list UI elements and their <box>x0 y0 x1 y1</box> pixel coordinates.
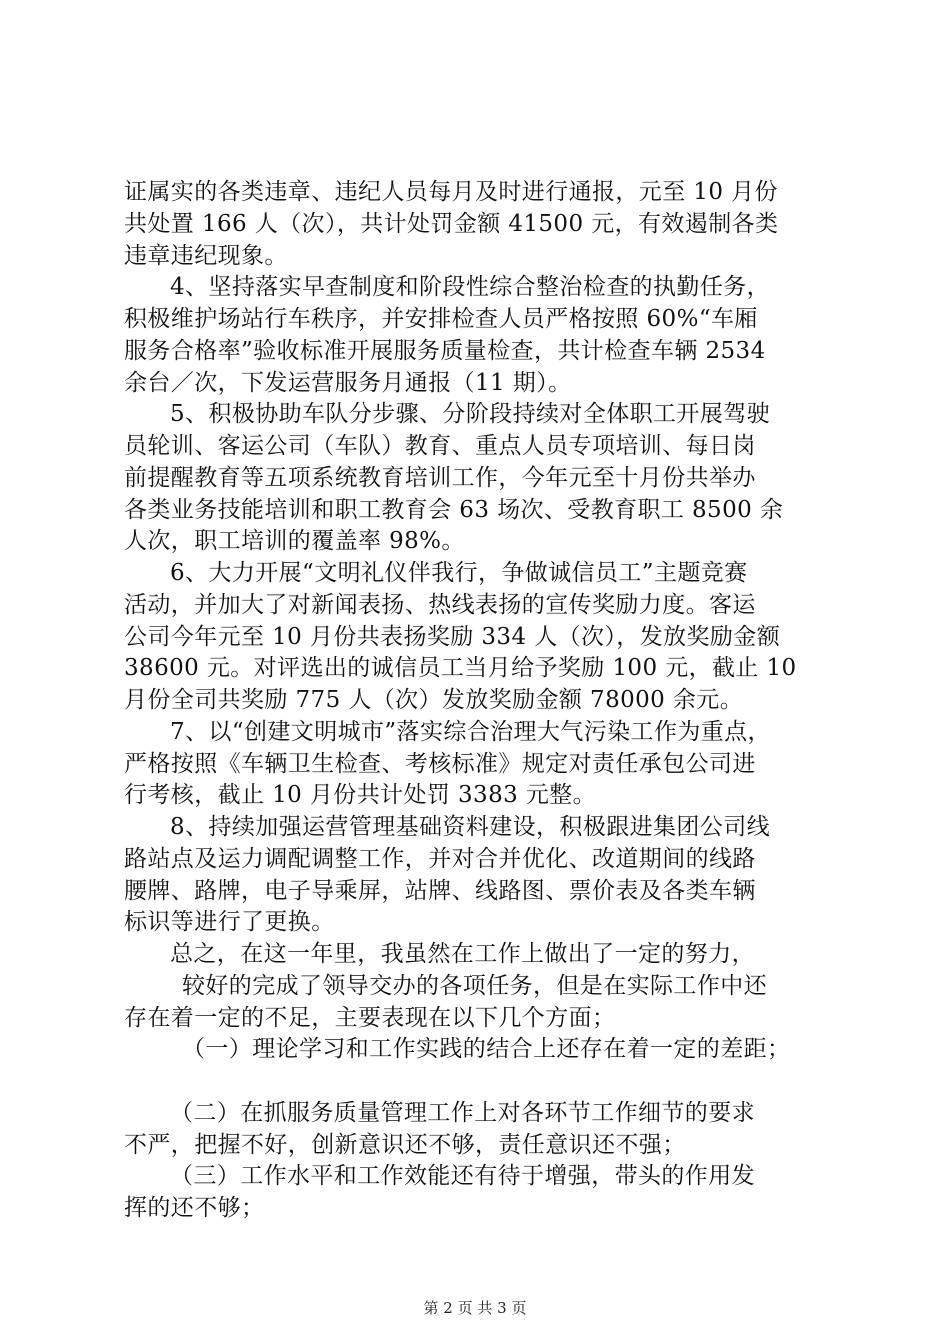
text-line: 7、以“创建文明城市”落实综合治理大气污染工作为重点， <box>170 719 771 745</box>
text-line: 月份全司共奖励 775 人（次）发放奖励金额 78000 余元。 <box>124 687 744 713</box>
text-line: 服务合格率”验收标准开展服务质量检查，共计检查车辆 2534 <box>124 338 766 364</box>
text-line: 总之，在这一年里，我虽然在工作上做出了一定的努力， <box>170 941 755 967</box>
text-line: 积极维护场站行车秩序，并安排检查人员严格按照 60%“车厢 <box>124 306 758 332</box>
text-line: （二）在抓服务质量管理工作上对各环节工作细节的要求 <box>170 1100 755 1126</box>
text-line: 6、大力开展“文明礼仪伴我行，争做诚信员工”主题竞赛 <box>170 560 748 586</box>
text-line: 严格按照《车辆卫生检查、考核标准》规定对责任承包公司进 <box>124 751 756 777</box>
text-line: 标识等进行了更换。 <box>124 909 335 935</box>
text-line: 前提醒教育等五项系统教育培训工作，今年元至十月份共举办 <box>124 465 756 491</box>
text-line: 公司今年元至 10 月份共表扬奖励 334 人（次），发放奖励金额 <box>124 624 781 650</box>
text-line: 存在着一定的不足，主要表现在以下几个方面； <box>124 1005 616 1031</box>
page-footer: 第 2 页 共 3 页 <box>423 1299 527 1317</box>
text-line: 活动，并加大了对新闻表扬、热线表扬的宣传奖励力度。客运 <box>124 592 756 618</box>
text-line: 共处置 166 人（次），共计处罚金额 41500 元，有效遏制各类 <box>124 211 779 237</box>
text-line: 挥的还不够； <box>124 1195 265 1221</box>
text-line: 5、积极协助车队分步骤、分阶段持续对全体职工开展驾驶 <box>170 401 771 427</box>
text-line: 路站点及运力调配调整工作，并对合并优化、改道期间的线路 <box>124 846 756 872</box>
text-line: 4、坚持落实早查制度和阶段性综合整治检查的执勤任务， <box>170 274 771 300</box>
text-line: 行考核，截止 10 月份共计处罚 3383 元整。 <box>124 782 597 808</box>
text-line: 余台／次，下发运营服务月通报（11 期）。 <box>124 370 572 396</box>
text-line: 证属实的各类违章、违纪人员每月及时进行通报，元至 10 月份 <box>124 179 778 205</box>
text-line: 各类业务技能培训和职工教育会 63 场次、受教育职工 8500 余 <box>124 497 784 523</box>
text-line: 人次，职工培训的覆盖率 98%。 <box>124 528 465 554</box>
text-line: 不严，把握不好，创新意识还不够，责任意识还不强； <box>124 1132 686 1158</box>
text-line: 8、持续加强运营管理基础资料建设，积极跟进集团公司线 <box>170 814 771 840</box>
text-line: 违章违纪现象。 <box>124 243 288 269</box>
text-line: （一）理论学习和工作实践的结合上还存在着一定的差距； <box>182 1036 791 1062</box>
text-line: 38600 元。对评选出的诚信员工当月给予奖励 100 元，截止 10 <box>124 655 797 681</box>
text-line: 腰牌、路牌，电子导乘屏，站牌、线路图、票价表及各类车辆 <box>124 878 756 904</box>
text-line: 较好的完成了领导交办的各项任务，但是在实际工作中还 <box>182 973 767 999</box>
text-line: 员轮训、客运公司（车队）教育、重点人员专项培训、每日岗 <box>124 433 756 459</box>
text-line: （三）工作水平和工作效能还有待于增强，带头的作用发 <box>170 1163 755 1189</box>
